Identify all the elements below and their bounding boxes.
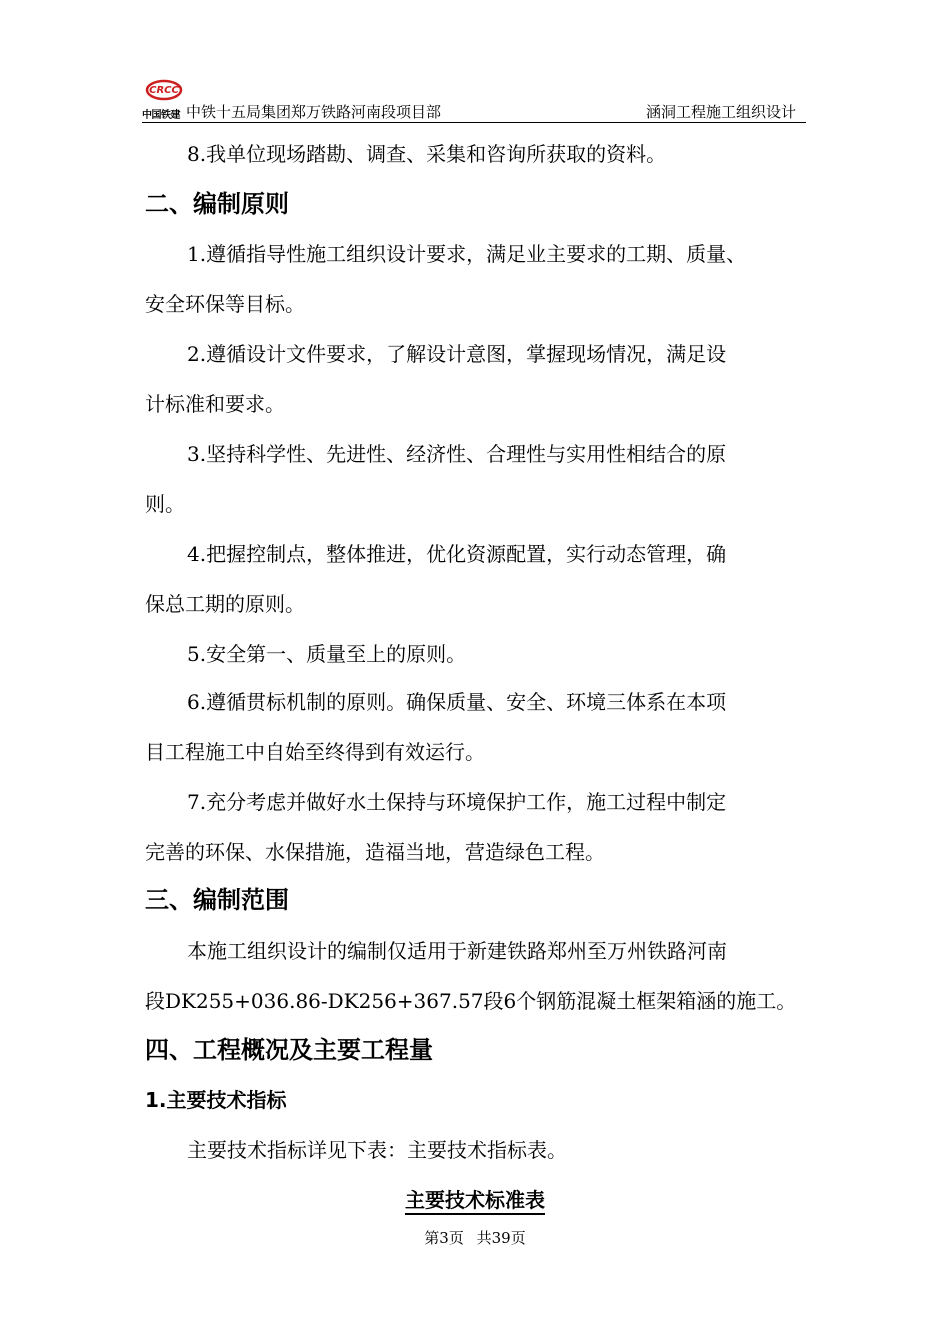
- logo-text: 中国铁建: [142, 110, 180, 121]
- principle-4-line-2: 保总工期的原则。: [145, 592, 305, 616]
- principle-7-line-1: 7.充分考虑并做好水土保持与环境保护工作，施工过程中制定: [187, 790, 727, 814]
- scope-line-2: 段DK255+036.86-DK256+367.57段6个钢筋混凝土框架箱涵的施工。: [145, 989, 797, 1013]
- svg-text:CRCC: CRCC: [149, 85, 179, 96]
- item-8: 8.我单位现场踏勘、调查、采集和咨询所获取的资料。: [187, 142, 667, 166]
- principle-2-line-1: 2.遵循设计文件要求，了解设计意图，掌握现场情况，满足设: [187, 342, 727, 366]
- principle-4-line-1: 4.把握控制点，整体推进，优化资源配置，实行动态管理，确: [187, 542, 727, 566]
- header-org: 中铁十五局集团郑万铁路河南段项目部: [186, 103, 442, 121]
- principle-3-line-2: 则。: [145, 492, 185, 516]
- table-title-text: 主要技术标准表: [405, 1188, 545, 1215]
- page-header: [142, 76, 806, 123]
- principle-3-line-1: 3.坚持科学性、先进性、经济性、合理性与实用性相结合的原: [187, 442, 727, 466]
- subsection-1-title: 1.主要技术指标: [145, 1088, 287, 1112]
- section-3-title: 三、编制范围: [145, 886, 289, 914]
- principle-1-line-2: 安全环保等目标。: [145, 292, 305, 316]
- section-2-title: 二、编制原则: [145, 190, 289, 218]
- section-4-title: 四、工程概况及主要工程量: [145, 1036, 433, 1064]
- principle-6-line-2: 目工程施工中自始至终得到有效运行。: [145, 740, 485, 764]
- table-title: [0, 1186, 950, 1214]
- principle-7-line-2: 完善的环保、水保措施，造福当地，营造绿色工程。: [145, 840, 605, 864]
- principle-6-line-1: 6.遵循贯标机制的原则。确保质量、安全、环境三体系在本项: [187, 690, 727, 714]
- subsection-1-text: 主要技术指标详见下表：主要技术指标表。: [187, 1138, 567, 1162]
- scope-line-1: 本施工组织设计的编制仅适用于新建铁路郑州至万州铁路河南: [187, 939, 727, 963]
- principle-2-line-2: 计标准和要求。: [145, 392, 285, 416]
- page-total: 共39页: [476, 1229, 526, 1247]
- page-number: 第3页: [424, 1229, 464, 1247]
- header-doc-title: 涵洞工程施工组织设计: [645, 103, 796, 121]
- page-footer: [0, 1228, 950, 1248]
- principle-5: 5.安全第一、质量至上的原则。: [187, 642, 467, 666]
- principle-1-line-1: 1.遵循指导性施工组织设计要求，满足业主要求的工期、质量、: [187, 242, 747, 266]
